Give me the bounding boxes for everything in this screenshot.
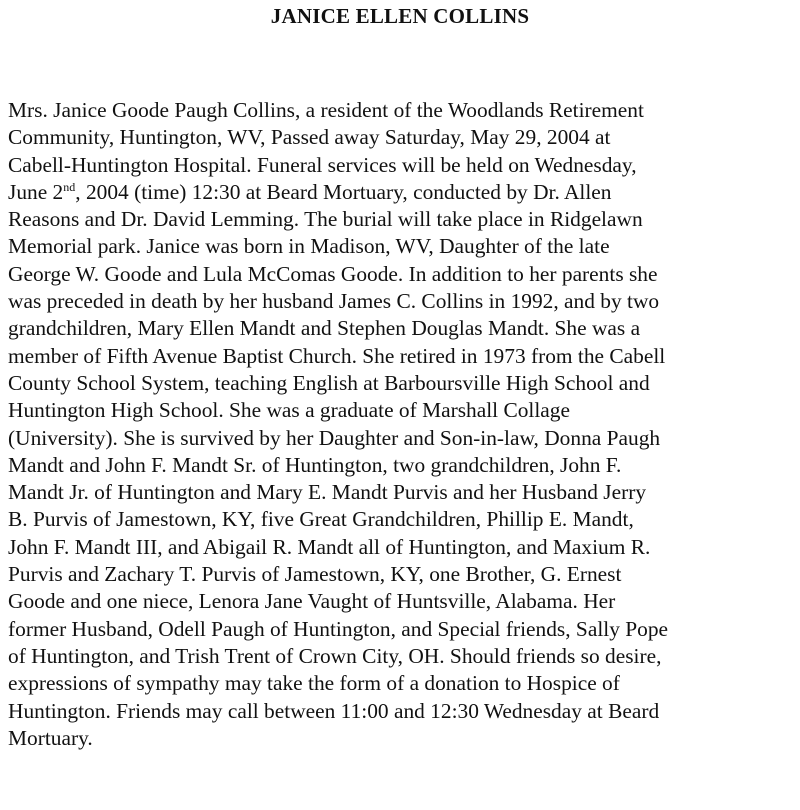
body-line: of Huntington, and Trish Trent of Crown City, OH. Should friends so desire,: [8, 643, 662, 668]
body-line: Huntington High School. She was a graduate of Marshall Collage: [8, 398, 570, 423]
body-line: was preceded in death by her husband James C. Collins in 1992, and by two: [8, 289, 660, 314]
body-line: Mandt Jr. of Huntington and Mary E. Mandt Purvis and her Husband Jerry: [8, 480, 647, 505]
body-line: Huntington. Friends may call between 11:00 and 12:30 Wednesday at Beard: [8, 698, 660, 723]
body-line: Purvis and Zachary T. Purvis of Jamestown, KY, one Brother, G. Ernest: [8, 562, 622, 587]
body-line: John F. Mandt III, and Abigail R. Mandt all of Huntington, and Maxium R.: [8, 534, 651, 559]
body-line: County School System, teaching English at Barboursville High School and: [8, 370, 650, 395]
body-line: Mrs. Janice Goode Paugh Collins, a resident of the Woodlands Retirement: [8, 98, 644, 122]
body-line: expressions of sympathy may take the form of a donation to Hospice of: [8, 671, 620, 696]
ordinal-superscript: nd: [63, 179, 76, 194]
body-line: member of Fifth Avenue Baptist Church. She retired in 1973 from the Cabell: [8, 343, 666, 368]
line-text-after: , 2004 (time) 12:30 at Beard Mortuary, conducted by Dr. Allen: [75, 179, 612, 204]
body-line: (University). She is survived by her Daughter and Son-in-law, Donna Paugh: [8, 425, 661, 450]
body-line: B. Purvis of Jamestown, KY, five Great Grandchildren, Phillip E. Mandt,: [8, 507, 634, 532]
body-line: Reasons and Dr. David Lemming. The burial will take place in Ridgelawn: [8, 207, 643, 232]
body-line: grandchildren, Mary Ellen Mandt and Stephen Douglas Mandt. She was a: [8, 316, 641, 341]
body-line: Cabell-Huntington Hospital. Funeral services will be held on Wednesday,: [8, 152, 637, 177]
body-line-with-superscript: [8, 179, 798, 206]
obituary-title: JANICE ELLEN COLLINS: [270, 4, 530, 28]
body-line: Mandt and John F. Mandt Sr. of Huntington, two grandchildren, John F.: [8, 452, 622, 477]
line-text-before: June 2: [8, 179, 64, 204]
body-line: Mortuary.: [8, 725, 93, 750]
obituary-body: [8, 97, 798, 752]
body-line: former Husband, Odell Paugh of Huntington, and Special friends, Sally Pope: [8, 616, 669, 641]
body-line: Community, Huntington, WV, Passed away Saturday, May 29, 2004 at: [8, 125, 611, 150]
body-line: George W. Goode and Lula McComas Goode. In addition to her parents she: [8, 261, 658, 286]
body-line: Memorial park. Janice was born in Madison, WV, Daughter of the late: [8, 234, 610, 259]
body-line: Goode and one niece, Lenora Jane Vaught of Huntsville, Alabama. Her: [8, 589, 616, 614]
